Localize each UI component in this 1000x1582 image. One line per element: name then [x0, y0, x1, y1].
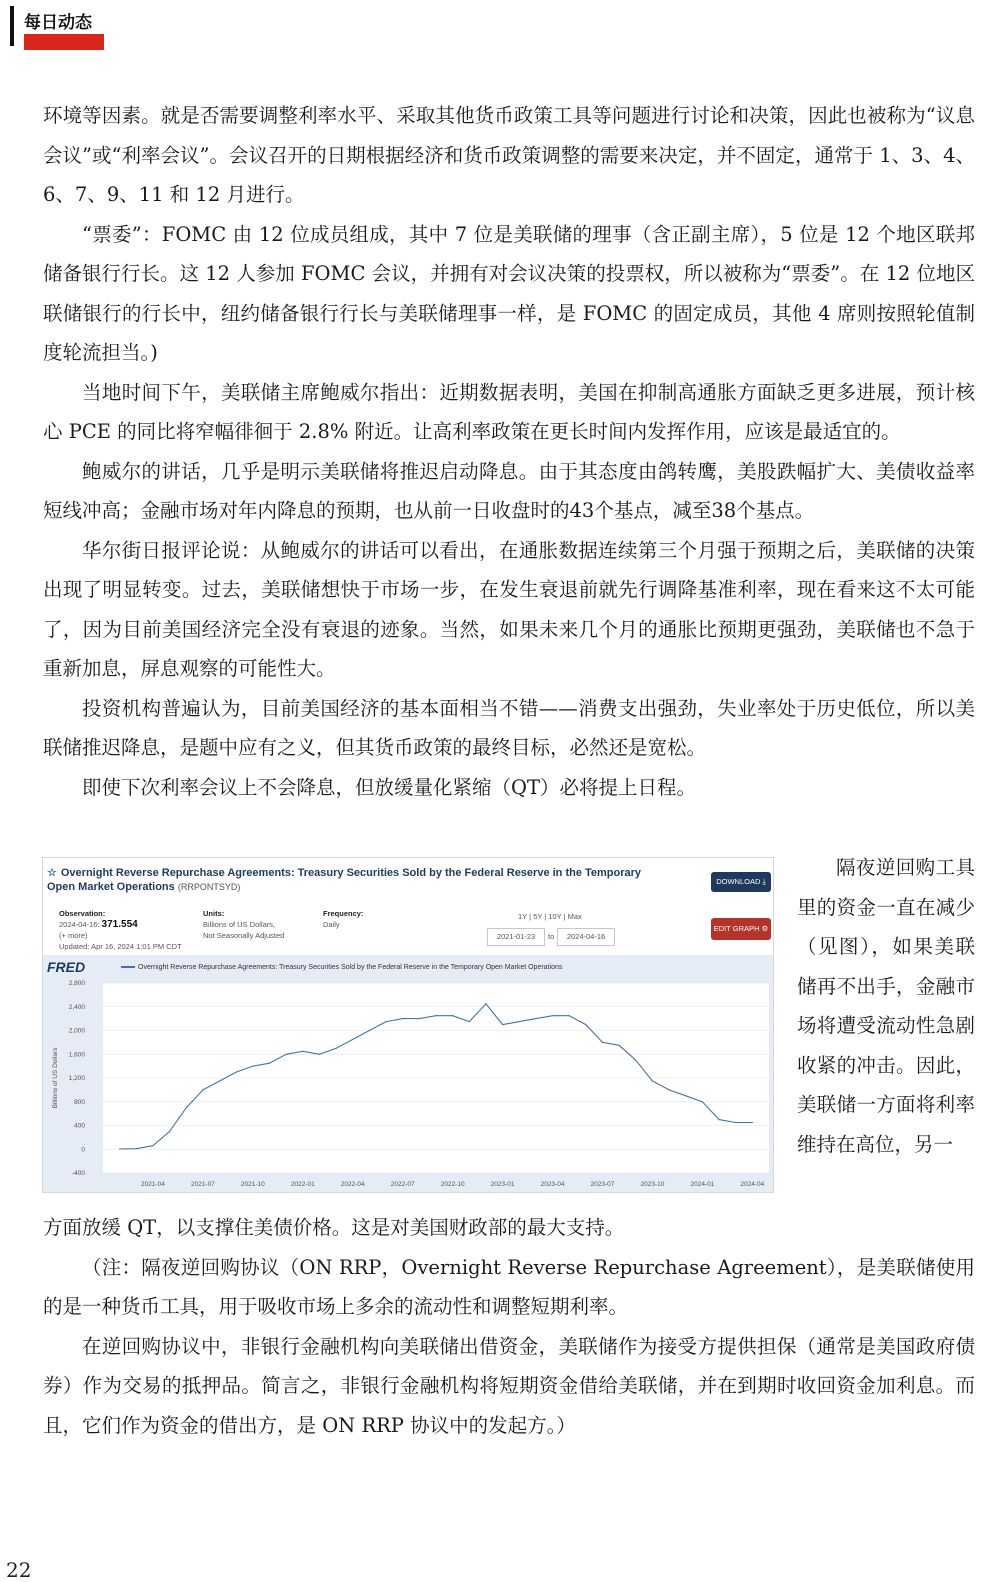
- y-tick-label: 1,200: [68, 1075, 85, 1082]
- start-date-input[interactable]: 2021-01-23: [487, 928, 545, 946]
- data-point: [169, 1131, 170, 1132]
- data-point: [369, 1030, 370, 1031]
- chart-title: [47, 866, 667, 894]
- paragraph: 即使下次利率会议上不会降息，但放缓量化紧缩（QT）必将提上日程。: [82, 775, 696, 799]
- x-tick-label: 2024-01: [690, 1181, 715, 1188]
- x-tick-label: 2022-04: [340, 1181, 365, 1188]
- data-point: [236, 1071, 237, 1072]
- fred-logo: FRED: [47, 959, 86, 975]
- data-point: [585, 1024, 586, 1025]
- paragraph: 当地时间下午，美联储主席鲍威尔指出：近期数据表明，美国在抑制高通胀方面缺乏更多进展，预计核心 PCE 的同比将窄幅徘徊于 2.8% 附近。让高利率政策在更长时间内发挥作用，应该是最适宜的。: [43, 380, 975, 443]
- header-accent-bar: [10, 6, 14, 46]
- x-tick-label: 2021-10: [240, 1181, 265, 1188]
- fred-chart-screenshot: [42, 857, 774, 1193]
- paragraph: 环境等因素。就是否需要调整利率水平、采取其他货币政策工具等问题进行讨论和决策，因此也被称为“议息会议”或“利率会议”。会议召开的日期根据经济和货币政策调整的需要来决定，并不固定，通常于 1、3、4、6、7、9、11 和 12 月进行。: [43, 104, 975, 206]
- data-point: [619, 1045, 620, 1046]
- observation-date: 2024-04-16:: [59, 920, 100, 929]
- data-point: [152, 1145, 153, 1146]
- data-point: [219, 1080, 220, 1081]
- x-tick-label: 2022-07: [390, 1181, 415, 1188]
- x-tick-label: 2022-10: [440, 1181, 465, 1188]
- data-point: [635, 1060, 636, 1061]
- frequency-value: Daily: [323, 920, 340, 929]
- units-block: [203, 908, 284, 941]
- data-point: [119, 1148, 120, 1149]
- data-point: [186, 1107, 187, 1108]
- header-red-bar: [24, 34, 104, 50]
- legend-swatch: [121, 966, 135, 968]
- y-axis-label: Billions of US Dollars: [52, 1047, 59, 1109]
- x-tick-label: 2023-07: [590, 1181, 615, 1188]
- line-chart: [43, 955, 774, 1193]
- observation-label: Observation:: [59, 909, 106, 918]
- y-tick-label: 2,400: [68, 1003, 85, 1011]
- data-point: [319, 1054, 320, 1055]
- updated-text: Updated: Apr 16, 2024 1:01 PM CDT: [59, 942, 182, 951]
- data-point: [602, 1042, 603, 1043]
- data-point: [535, 1018, 536, 1019]
- data-point: [419, 1018, 420, 1019]
- units-label: Units:: [203, 909, 225, 918]
- article-body-top: [43, 96, 975, 807]
- data-point: [752, 1122, 753, 1123]
- series-code: (RRPONTSYD): [177, 882, 241, 892]
- y-tick-label: 2,800: [68, 980, 85, 987]
- data-point: [302, 1051, 303, 1052]
- y-tick-label: 800: [74, 1098, 85, 1106]
- x-tick-label: 2024-04: [740, 1181, 765, 1188]
- data-point: [702, 1101, 703, 1102]
- side-column-text: 隔夜逆回购工具里的资金一直在减少（见图），如果美联储再不出手，金融市场将遭受流动性急剧收紧的冲击。因此，美联储一方面将利率维持在高位，另一: [797, 856, 975, 1156]
- paragraph: 鲍威尔的讲话，几乎是明示美联储将推迟启动降息。由于其态度由鸽转鹰，美股跌幅扩大、美债收益率短线冲高；金融市场对年内降息的预期，也从前一日收盘时的43个基点，减至38个基点。: [43, 459, 975, 522]
- data-point: [669, 1089, 670, 1090]
- legend-text: Overnight Reverse Repurchase Agreements: Treasury Securities Sold by the Federal Reserve in the Temporary Open Market Operations: [138, 964, 563, 971]
- y-tick-label: -400: [71, 1170, 85, 1177]
- units-line-2: Not Seasonally Adjusted: [203, 931, 285, 940]
- data-point: [202, 1089, 203, 1090]
- data-point: [652, 1080, 653, 1081]
- section-title: 每日动态: [24, 13, 92, 33]
- data-point: [552, 1015, 553, 1016]
- x-tick-label: 2023-10: [640, 1181, 665, 1188]
- range-selector[interactable]: 1Y | 5Y | 10Y | Max: [518, 912, 582, 921]
- data-point: [469, 1021, 470, 1022]
- y-tick-label: 0: [81, 1146, 85, 1154]
- edit-graph-button[interactable]: [711, 918, 771, 940]
- article-body-bottom: [43, 1208, 975, 1445]
- x-tick-label: 2022-01: [290, 1181, 315, 1188]
- data-point: [136, 1148, 137, 1149]
- data-point: [735, 1122, 736, 1123]
- paragraph: 在逆回购协议中，非银行金融机构向美联储出借资金，美联储作为接受方提供担保（通常是美国政府债券）作为交易的抵押品。简言之，非银行金融机构将短期资金借给美联储，并在到期时收回资金加利息。而且，它们作为资金的借出方，是 ON RRP 协议中的发起方。）: [43, 1334, 975, 1437]
- frequency-label: Frequency:: [323, 909, 364, 918]
- x-tick-label: 2023-01: [490, 1181, 515, 1188]
- end-date-input[interactable]: 2024-04-16: [557, 928, 615, 946]
- gear-icon: ⚙: [761, 924, 769, 933]
- edit-graph-label: EDIT GRAPH: [713, 924, 760, 933]
- download-button[interactable]: [711, 872, 771, 892]
- frequency-block: [323, 908, 363, 930]
- data-point: [718, 1119, 719, 1120]
- paragraph: “票委”：FOMC 由 12 位成员组成，其中 7 位是美联储的理事（含正副主席），5 位是 12 个地区联邦储备银行行长。这 12 人参加 FOMC 会议，并拥有对会议决策的投票权，所以被称为“票委”。在 12 位地区联储银行的行长中，纽约储备银行行长与美联储理事一样，是 FOMC 的固定成员，其他 4 席则按照轮值制度轮流担当。): [43, 222, 975, 364]
- y-tick-label: 400: [74, 1122, 85, 1130]
- download-icon: ⤓: [762, 877, 766, 886]
- download-label: DOWNLOAD: [716, 877, 761, 886]
- y-tick-label: 2,000: [68, 1027, 85, 1035]
- paragraph: 华尔街日报评论说：从鲍威尔的讲话可以看出，在通胀数据连续第三个月强于预期之后，美联储的决策出现了明显转变。过去，美联储想快于市场一步，在发生衰退前就先行调降基准利率，现在看来这不太可能了，因为目前美国经济完全没有衰退的迹象。当然，如果未来几个月的通胀比预期更强劲，美联储也不急于重新加息，屏息观察的可能性大。: [43, 538, 975, 680]
- y-tick-label: 1,600: [68, 1051, 85, 1059]
- x-tick-label: 2021-07: [190, 1181, 215, 1188]
- observation-block: [59, 908, 182, 952]
- data-point: [435, 1015, 436, 1016]
- data-point: [286, 1054, 287, 1055]
- paragraph: 方面放缓 QT，以支撑住美债价格。这是对美国财政部的最大支持。: [43, 1216, 625, 1239]
- x-tick-label: 2021-04: [141, 1181, 165, 1188]
- data-point: [452, 1015, 453, 1016]
- page-number: 22: [6, 1558, 32, 1582]
- more-link[interactable]: (+ more): [59, 931, 88, 940]
- data-point: [685, 1095, 686, 1096]
- units-line-1: Billions of US Dollars,: [203, 920, 276, 929]
- chart-legend: [121, 964, 562, 971]
- data-point: [569, 1015, 570, 1016]
- data-point: [402, 1018, 403, 1019]
- paragraph: 投资机构普遍认为，目前美国经济的基本面相当不错——消费支出强劲，失业率处于历史低位，所以美联储推迟降息，是题中应有之义，但其货币政策的最终目标，必然还是宽松。: [43, 696, 975, 759]
- x-tick-label: 2023-04: [540, 1181, 565, 1188]
- data-point: [352, 1039, 353, 1040]
- star-icon: ☆: [47, 867, 57, 879]
- data-point: [519, 1021, 520, 1022]
- paragraph: （注：隔夜逆回购协议（ON RRP，Overnight Reverse Repurchase Agreement），是美联储使用的是一种货币工具，用于吸收市场上多余的流动性和调整短期利率。: [43, 1255, 975, 1318]
- chart-title-text: Overnight Reverse Repurchase Agreements: Treasury Securities Sold by the Federal Reserve in the Temporary Open Market Operations: [47, 867, 642, 893]
- data-point: [485, 1003, 486, 1004]
- observation-value: 371.554: [101, 919, 138, 930]
- data-point: [336, 1048, 337, 1049]
- data-point: [502, 1024, 503, 1025]
- data-point: [385, 1021, 386, 1022]
- data-point: [252, 1066, 253, 1067]
- data-point: [269, 1063, 270, 1064]
- to-label: to: [548, 932, 555, 941]
